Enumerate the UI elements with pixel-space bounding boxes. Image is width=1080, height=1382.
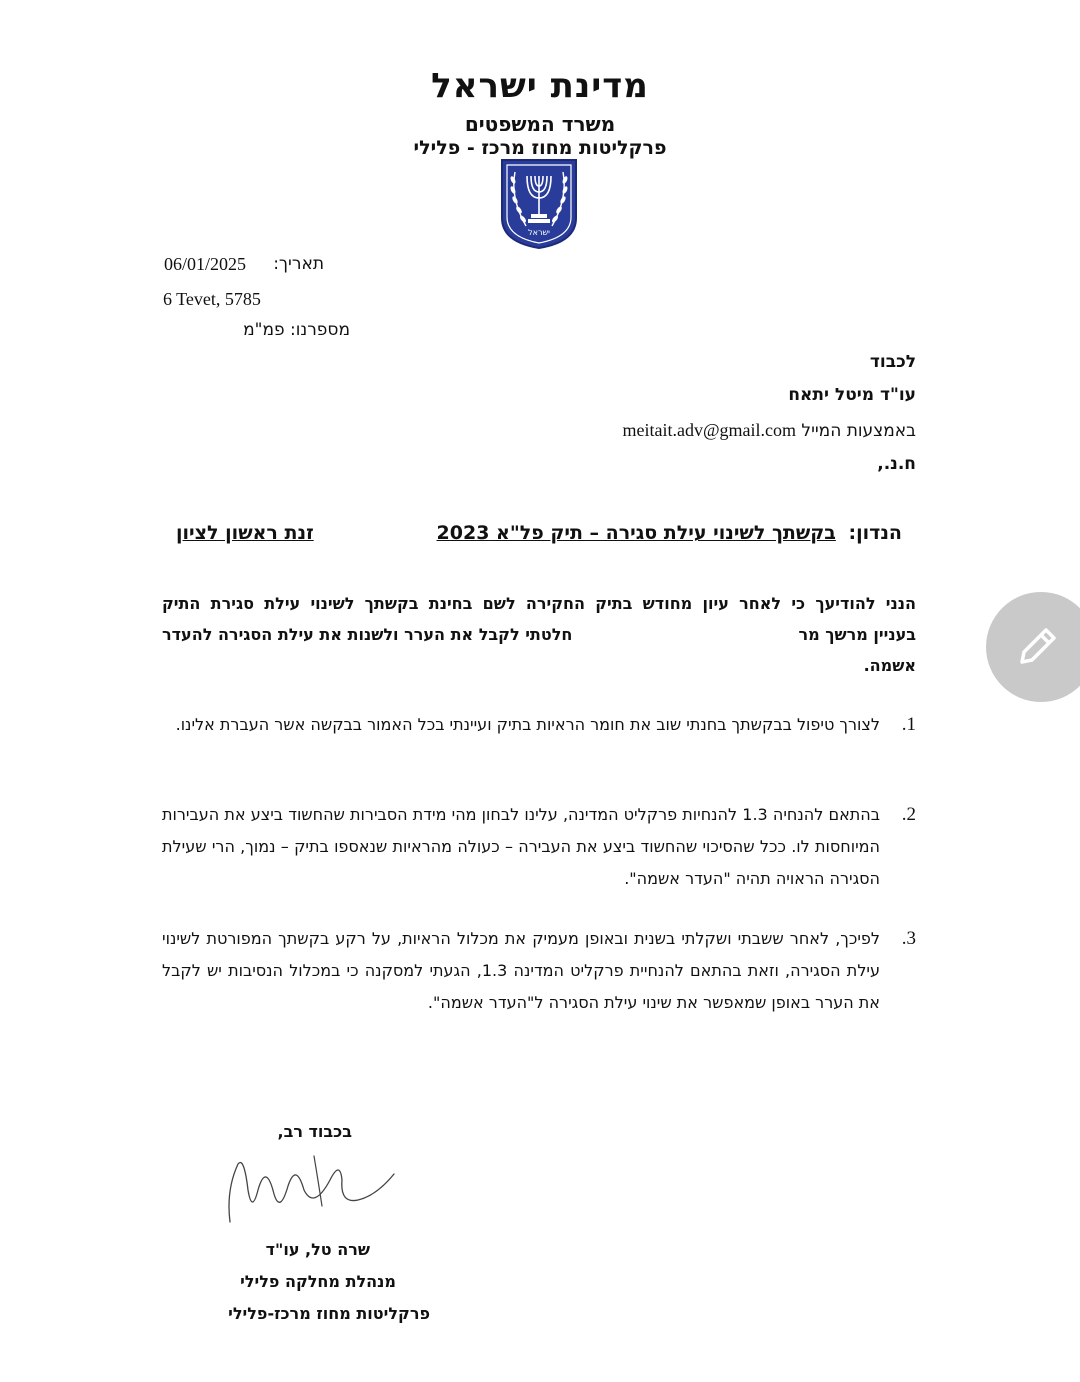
handwritten-signature [218,1150,408,1230]
state-emblem-menorah-icon [500,158,578,250]
hebrew-date: 6 Tevet, 5785 [163,289,261,309]
date-value: 06/01/2025 [164,254,247,274]
subject-label: הנדון: [848,522,902,544]
emblem-text: ישראל [528,228,550,237]
item-text: בהתאם להנחיה 1.3 להנחיות פרקליט המדינה, עלינו לבחון מהי מידת הסבירות שהחשוד ביצע את העבירות המיוחסות לו. ככל שהסיכוי שהחשוד ביצע את העבירה – כעולה מהראיות שנאספו בתיק – נמוך, הרי שעילת הסגירה הראויה תהיה "העדר אשמה". [162,805,880,888]
recipient-email-line [622,420,916,441]
item-text: לצורך טיפול בבקשתך בחנתי שוב את חומר הראיות בתיק ועיינתי בכל האמור בבקשה אשר העברת אלינו. [175,715,880,734]
recipient-email[interactable]: meitait.adv@gmail.com [622,420,796,440]
subject-text: בקשתך לשינוי עילת סגירה – תיק פל"א 2023 [436,522,836,544]
pencil-icon [1010,618,1066,674]
signer-title: מנהלת מחלקה פלילי [240,1272,396,1291]
signer-name: שרה טל, עו"ד [265,1240,370,1259]
numbered-item [162,799,916,895]
intro-line-2-part-1: בעניין מרשך מר [798,625,916,644]
intro-line-3: אשמה. [863,656,916,675]
intro-line-2-part-2: חלטתי לקבל את הערר ולשנות את עילת הסגירה להעדר [162,625,573,644]
numbered-item [162,923,916,1019]
office-title: פרקליטות מחוז מרכז - פלילי [413,137,667,159]
intro-line-1: הנני להודיעך כי לאחר עיון מחודש בתיק החקירה לשם בחינת בקשתך לשינוי עילת סגירת התיק [162,594,916,613]
item-number: 1. [901,714,916,735]
ministry-title: משרד המשפטים [464,112,616,136]
date-label: תאריך: [273,254,324,274]
salutation: ח.נ., [877,454,916,474]
via-label: באמצעות המייל [801,421,916,441]
closing: בכבוד רב, [277,1122,352,1141]
reference-number: מספרנו: פמ"מ [243,320,350,340]
edit-button[interactable] [986,592,1080,702]
recipient-honor: לכבוד [869,352,916,372]
state-title: מדינת ישראל [431,66,649,106]
signer-office: פרקליטות מחוז מרכז-פלילי [228,1304,430,1323]
intro-paragraph [162,588,916,681]
recipient-name: עו"ד מיטל יתאח [788,385,916,405]
numbered-item [162,709,916,741]
subject-line [437,522,902,544]
subject-case: זנת ראשון לציון [176,522,314,544]
intro-line-2 [162,619,916,650]
item-text: לפיכך, לאחר ששבתי ושקלתי בשנית ובאופן מעמיק את מכלול הראיות, על רקע בקשתך המפורטת לשינוי עילת הסגירה, וזאת בהתאם להנחיית פרקליט המדינה 1.3, הגעתי למסקנה כי במכלול הנסיבות יש לקבל את הערר באופן שמאפשר את שינוי עילת הסגירה ל"העדר אשמה". [162,929,880,1012]
item-number: 2. [901,804,916,825]
item-number: 3. [901,928,916,949]
